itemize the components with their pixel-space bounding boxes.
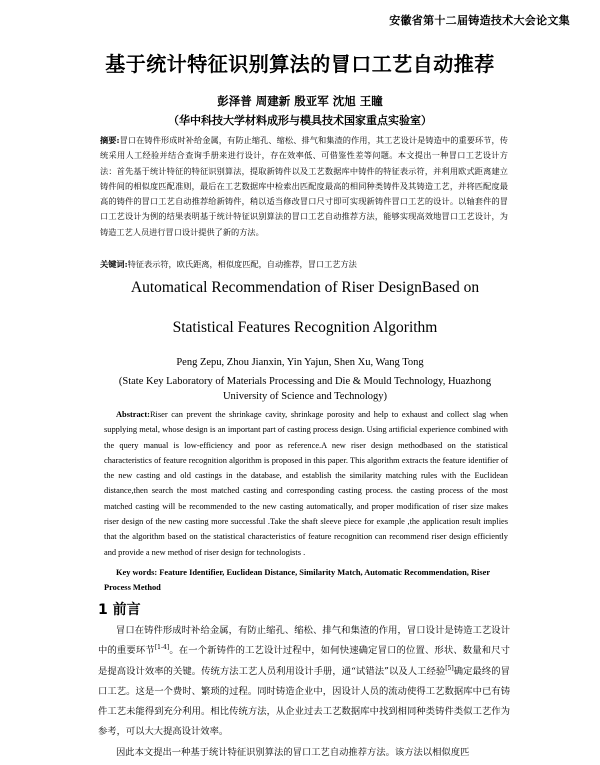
keywords-english-text: Feature Identifier, Euclidean Distance, Similarity Match, Automatic Recommendation, Riser Process Method [104,568,490,592]
paper-title-chinese: 基于统计特征识别算法的冒口工艺自动推荐 [105,52,495,76]
introduction-paragraph-1 [98,621,510,743]
affiliation-english: (State Key Laboratory of Materials Processing and Die & Mould Technology, Huazhong University of Science and Technology) [118,376,492,402]
paper-title-english: Automatical Recommendation of Riser DesignBased on Statistical Features Recognition Algorithm [130,279,480,336]
intro-text-part-2: 。在一个新铸件的工艺设计过程中，如何快速确定冒口的位置、形状、数量和尺寸是提高设计效率的关键。传统方法工艺人员利用设计手册，通“试错法”以及人工经验 [98,645,510,677]
introduction-paragraph-2: 因此本文提出一种基于统计特征识别算法的冒口工艺自动推荐方法。该方法以相似度匹 [116,747,470,758]
abstract-chinese-text: 冒口在铸件形成时补给金属，有防止缩孔、缩松、排气和集渣的作用，其工艺设计是铸造中的重要环节，传统采用人工经验并结合查询手册来进行设计，存在效率低、可借鉴性差等问题。本文提出一种冒口工艺设计方法：首先基于统计特征的特征识别算法，提取新铸件以及工艺数据库中铸件的特征表示符，并利用欧式距离建立铸件间的相似度匹配准则，最后在工艺数据库中检索出匹配度最高的相同种类铸件及其铸造工艺，并将匹配度最高的铸件的冒口工艺自动推荐给新铸件，稍以适当修改冒口尺寸即可实现新铸件冒口工艺的设计。以轴套件的冒口工艺设计为例的结果表明基于统计特征识别算法的冒口工艺自动推荐方法，能够实现高效地冒口工艺设计，为铸造工艺人员进行冒口设计提供了新的方法。 [100,135,508,237]
abstract-chinese-label: 摘要: [100,135,120,145]
abstract-chinese [100,133,508,240]
intro-text-part-3: 确定最终的冒口工艺。这是一个费时、繁琐的过程。同时铸造企业中，因设计人员的流动使得工艺数据库中已有铸件工艺未能得到充分利用。相比传统方法，从企业过去工艺数据库中找到相同种类铸件类似工艺作为参考，可以大大提高设计效率。 [98,665,510,738]
keywords-english [104,565,508,595]
abstract-english-text: Riser can prevent the shrinkage cavity, shrinkage porosity and help to exhaust and collect slag when supplying metal, whose design is an important part of casting process design. Using artificial experience combined with the query manual is low-efficiency and poor as reference.A new riser design methodbased on the statistical characteristics of feature recognition algorithm is proposed in this paper. This algorithm extracts the feature identifier of the new casting and old castings in the database, and establish the similarity matching rules with the Euclidean distance,then search the most matched casting and corresponding casting process. the casting process of the most matched casting will be recommended to the new casting automatically, and proper modification of riser size makes riser design of the new casting more successful .Take the shaft sleeve piece for example ,the application result implies that the algorithm based on the statistical characteristics of feature recognition can recommend riser design efficiently and provide a new method of riser design for technologists . [104,410,508,557]
intro-text-part-1: 冒口在铸件形成时补给金属，有防止缩孔、缩松、排气和集渣的作用，冒口设计是铸造工艺设计中的重要环节 [98,625,510,657]
keywords-chinese-text: 特征表示符，欧氏距离，相似度匹配，自动推荐，冒口工艺方法 [127,259,357,269]
citation-1-4: [1-4] [154,644,170,652]
authors-chinese: 彭泽普 周建新 殷亚军 沈旭 王瞳 [217,94,383,108]
abstract-english-label: Abstract: [116,410,150,419]
authors-english: Peng Zepu, Zhou Jianxin, Yin Yajun, Shen Xu, Wang Tong [176,357,424,368]
affiliation-chinese: （华中科技大学材料成形与模具技术国家重点实验室） [168,114,432,127]
abstract-english [104,407,508,560]
keywords-english-label: Key words: [116,568,158,577]
section-heading-introduction: 1 前言 [98,602,141,618]
running-header: 安徽省第十二届铸造技术大会论文集 [389,14,570,27]
keywords-chinese-label: 关键词: [100,259,128,269]
citation-5: [5] [445,664,454,672]
